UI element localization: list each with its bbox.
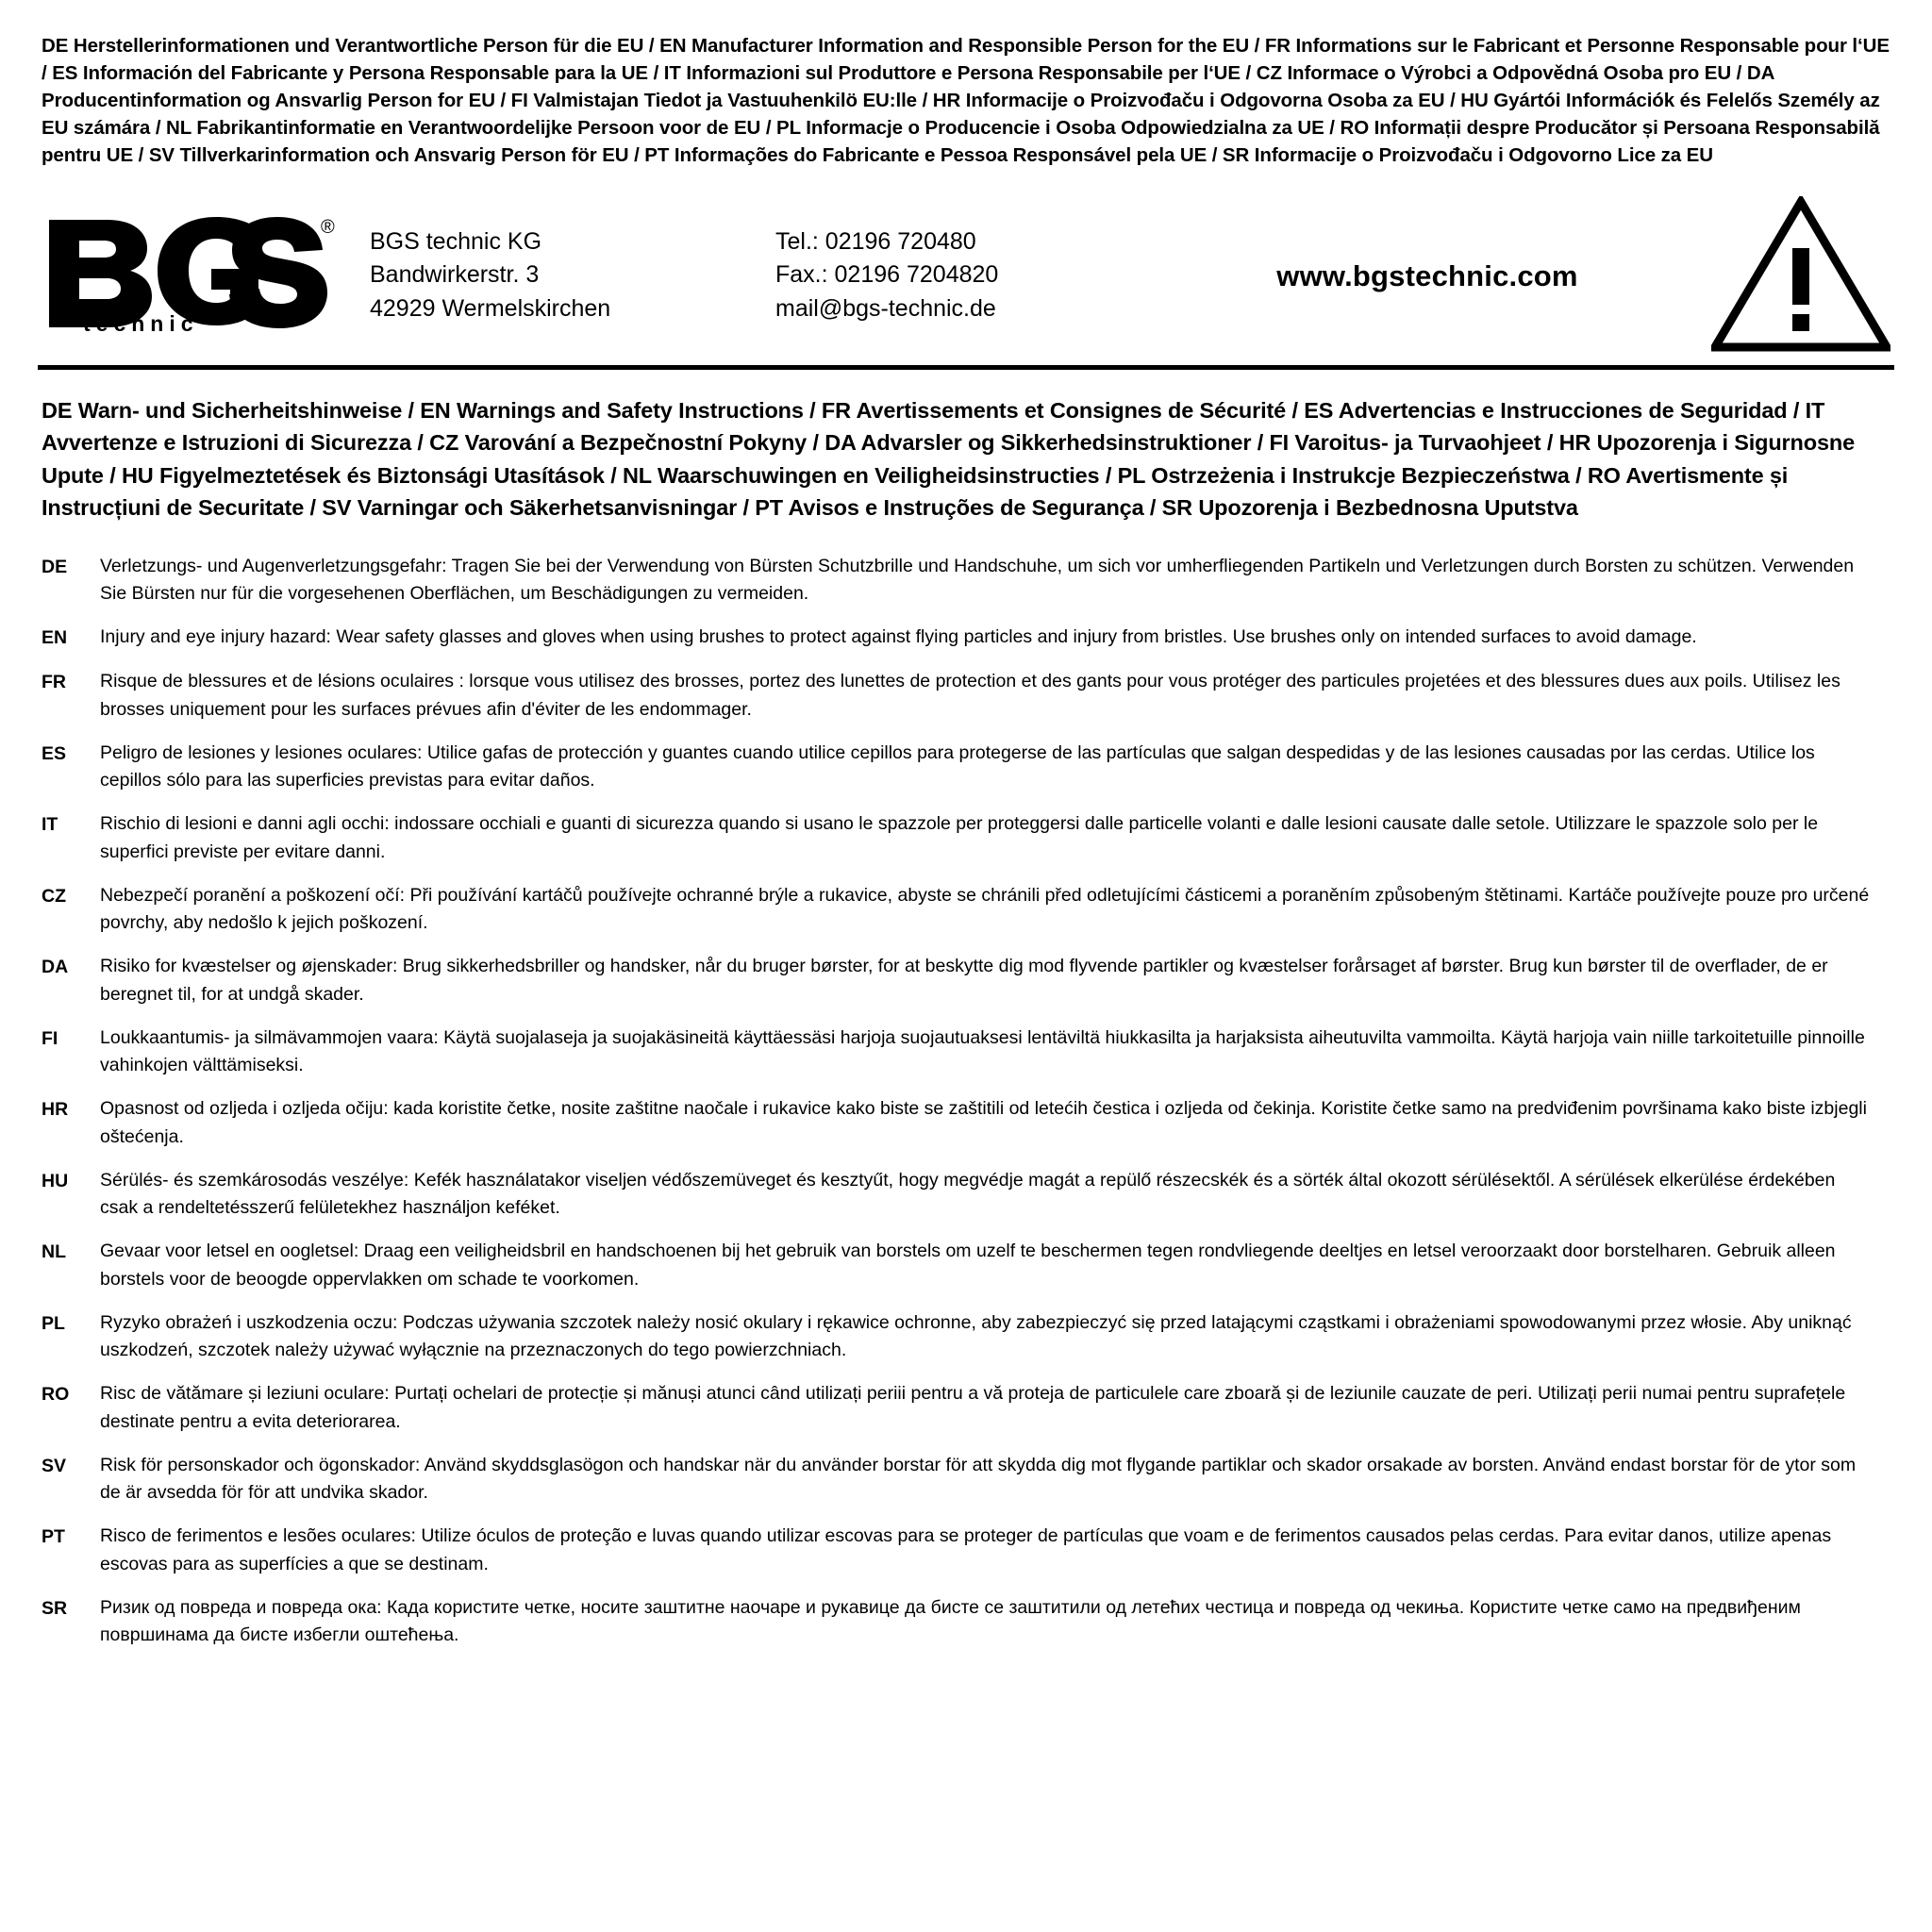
language-code: FI [42,1027,58,1049]
company-info-band [38,191,1894,370]
warning-text: Risco de ferimentos e lesões oculares: Utilize óculos de proteção e luvas quando utilizar escovas para se proteger de partículas que voam e de ferimentos causados pelas cerdas. Para evitar danos, utilize apenas escovas para as superfícies a que se destinam. [100,1525,1832,1574]
list-item [42,1309,1890,1365]
warning-text: Risk för personskador och ögonskador: Använd skyddsglasögon och handskar när du använder borstar för att skydda dig mot flygande partiklar och skador orsakade av borsten. Använd endast borstar för de ytor som de är avsedda för för att undvika skador. [100,1454,1857,1504]
list-item [42,1095,1890,1151]
warnings-list [38,553,1894,1650]
language-code: FR [42,672,66,693]
warning-text: Gevaar voor letsel en oogletsel: Draag een veiligheidsbril en handschoenen bij het gebruik van borstels om uzelf te beschermen tegen rondvliegende deeltjes en letsel veroorzaakt door borstelharen. Gebruik alleen borstels voor de beoogde oppervlakken om schade te voorkomen. [100,1241,1836,1290]
language-code: ES [42,742,67,764]
list-item [42,1523,1890,1578]
list-item [42,553,1890,608]
language-code: EN [42,627,68,649]
warning-text: Rischio di lesioni e danni agli occhi: indossare occhiali e guanti di sicurezza quando si usano le spazzole per proteggersi dalle particelle volanti e dalle lesioni causate dalle setole. Utilizzare le spazzole solo per le superfici previste per evitare danni. [100,813,1819,862]
bgs-logo [42,212,353,335]
list-item [42,1380,1890,1436]
svg-text:®: ® [321,217,335,239]
bgs-logo-graphic [42,212,343,335]
company-name: BGS technic KG [370,227,542,255]
list-item [42,882,1890,938]
company-street: Bandwirkerstr. 3 [370,261,540,289]
company-contact [775,222,1153,326]
language-code: SV [42,1455,67,1476]
warning-text: Sérülés- és szemkárosodás veszélye: Kefék használatakor viseljen védőszemüveget és kesztyűt, hogy megvédje magát a repülő részecskék és a sörték által okozott sérülésektől. A sérülések elkerülése érdekében csak a rendeltetésszerű felületekhez használjon keféket. [100,1169,1836,1219]
warning-text: Nebezpečí poranění a poškození očí: Při používání kartáčů používejte ochranné brýle a rukavice, abyste se chránili před odletujícími částicemi a poraněním způsobeným štětinami. Kartáče používejte pouze pro určené povrchy, aby nedošlo k jejich poškození. [100,884,1870,934]
list-item [42,1167,1890,1223]
company-email[interactable]: mail@bgs-technic.de [775,294,996,322]
warning-text: Risiko for kvæstelser og øjenskader: Brug sikkerhedsbriller og handsker, når du bruger børster, for at beskytte dig mod flyvende partikler og kvæstelser forårsaget af børster. Brug kun børster til de overflader, de er beregnet til, for at undgå skader. [100,956,1828,1005]
language-code: DA [42,957,69,978]
svg-text:technic: technic [83,311,199,336]
list-item [42,624,1890,652]
warning-text: Risc de vătămare și leziuni oculare: Purtați ochelari de protecție și mănuși atunci când utilizați periii pentru a vă proteja de particulele care zboară și de leziunile cauzate de peri. Utilizați perii numai pentru suprafețele destinate pentru a evita deteriorarea. [100,1383,1846,1432]
company-website[interactable]: www.bgstechnic.com [1276,259,1578,293]
list-item [42,740,1890,795]
language-code: RO [42,1384,70,1406]
warning-text: Ryzyko obrażeń i uszkodzenia oczu: Podczas używania szczotek należy nosić okulary i rękawice ochronne, aby zabezpieczyć się przed latającymi cząstkami i obrażeniami spowodowanymi przez włosie. Aby uniknąć uszkodzeń, szczotek należy używać wyłącznie na przeznaczonych do tego powierzchniach. [100,1311,1852,1361]
list-item [42,1024,1890,1080]
warning-text: Peligro de lesiones y lesiones oculares: Utilice gafas de protección y guantes cuando utilice cepillos para protegerse de las partículas que salgan despedidas y de las lesiones causadas por las cerdas. Utilice los cepillos sólo para las superficies previstas para evitar daños. [100,741,1815,791]
language-code: HU [42,1170,69,1191]
list-item [42,1238,1890,1293]
manufacturer-info-heading: DE Herstellerinformationen und Verantwortliche Person für die EU / EN Manufacturer Information and Responsible Person for the EU / FR Informations sur le Fabricant et Personne Responsable pour l‘UE / ES Información del Fabricante y Persona Responsable para la UE / IT Informazioni sul Produttore e Persona Responsabile per l‘UE / CZ Informace o Výrobci a Odpovědná Osoba pro EU / DA Producentinformation og Ansvarlig Person for EU / FI Valmistajan Tiedot ja Vastuuhenkilö EU:lle / HR Informacije o Proizvođaču i Odgovorna Osoba za EU / HU Gyártói Információk és Felelős Személy az EU számára / NL Fabrikantinformatie en Verantwoordelijke Persoon voor de EU / PL Informacje o Producencie i Osoba Odpowiedzialna za UE / RO Informații despre Producător și Persoana Responsabilă pentru UE / SV Tillverkarinformation och Ansvarig Person för EU / PT Informações do Fabricante e Pessoa Responsável pela UE / SR Informacije o Proizvođaču i Odgovorno Lice za EU [42,35,1890,167]
warning-triangle-graphic [1711,196,1890,352]
language-code: PT [42,1526,65,1548]
company-tel: Tel.: 02196 720480 [775,227,976,255]
warning-text: Injury and eye injury hazard: Wear safety glasses and gloves when using brushes to protect against flying particles and injury from bristles. Use brushes only on intended surfaces to avoid damage. [100,626,1697,648]
company-address [353,222,775,326]
language-code: DE [42,556,68,577]
list-item [42,1594,1890,1650]
company-city: 42929 Wermelskirchen [370,294,611,322]
warning-text: Opasnost od ozljeda i ozljeda očiju: kada koristite četke, nosite zaštitne naočale i rukavice kako biste se zaštitili od letećih čestica i ozljeda od čekinja. Koristite četke samo na predviđenim površinama kako biste izbjegli oštećenja. [100,1098,1867,1147]
list-item [42,953,1890,1008]
warning-triangle-icon [1702,196,1890,352]
language-code: IT [42,814,58,836]
warning-text: Ризик од повреда и повреда ока: Када користите четке, носите заштитне наочаре и рукавице да бисте се заштитили од летећих честица и повреда од чекиња. Користите четке само на предвиђеним површинама да бисте избегли оштећења. [100,1596,1801,1646]
list-item [42,810,1890,866]
list-item [42,668,1890,724]
list-item [42,1452,1890,1507]
warning-text: Risque de blessures et de lésions oculaires : lorsque vous utilisez des brosses, portez des lunettes de protection et des gants pour vous protéger des particules projetées et des blessures dues aux poils. Utilisez les brosses uniquement pour les surfaces prévues afin d'éviter de les endommager. [100,671,1840,720]
language-code: HR [42,1099,69,1121]
language-code: NL [42,1241,66,1263]
safety-section-heading: DE Warn- und Sicherheitshinweise / EN Warnings and Safety Instructions / FR Avertissements et Consignes de Sécurité / ES Advertencias e Instrucciones de Seguridad / IT Avvertenze e Istruzioni di Sicurezza / CZ Varování a Bezpečnostní Pokyny / DA Advarsler og Sikkerhedsinstruktioner / FI Varoitus- ja Turvaohjeet / HR Upozorenja i Sigurnosne Upute / HU Figyelmeztetések és Biztonsági Utasítások / NL Waarschuwingen en Veiligheidsinstructies / PL Ostrzeżenia i Instrukcje Bezpieczeństwa / RO Avertismente și Instrucțiuni de Securitate / SV Varningar och Säkerhetsanvisningar / PT Avisos e Instruções de Segurança / SR Upozorenja i Bezbednosna Uputstva [42,397,1855,521]
company-fax: Fax.: 02196 7204820 [775,261,999,289]
warning-text: Verletzungs- und Augenverletzungsgefahr: Tragen Sie bei der Verwendung von Bürsten Schutzbrille und Handschuhe, um sich vor umherfliegenden Partikeln und Verletzungen durch Borsten zu schützen. Verwenden Sie Bürsten nur für die vorgesehenen Oberflächen, um Beschädigungen zu vermeiden. [100,555,1855,604]
language-code: SR [42,1597,68,1619]
warning-text: Loukkaantumis- ja silmävammojen vaara: Käytä suojalaseja ja suojakäsineitä käyttäessäsi harjoja suojautuaksesi lentäviltä hiukkasilta ja harjaksista aiheutuvilta vammoilta. Käytä harjoja vain niille tarkoitetuille pinnoille vahinkojen välttämiseksi. [100,1026,1865,1076]
language-code: CZ [42,885,66,907]
language-code: PL [42,1312,65,1334]
